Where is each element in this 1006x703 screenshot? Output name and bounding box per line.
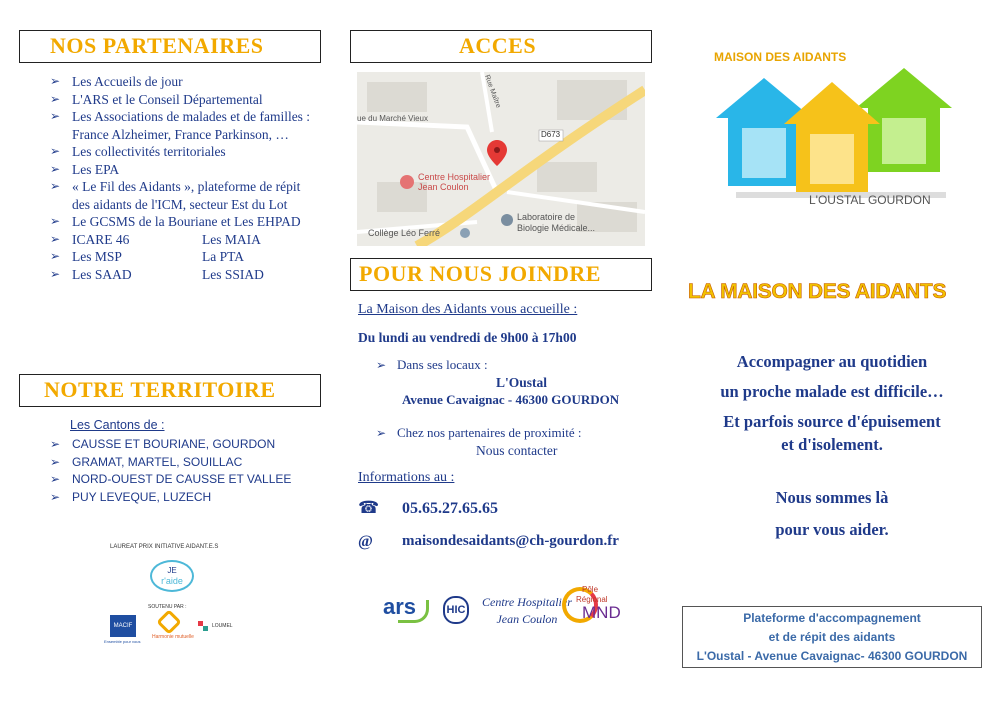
list-item-pair bbox=[50, 266, 320, 284]
hospital-icon bbox=[400, 175, 414, 189]
pair-left: ICARE 46 bbox=[72, 231, 130, 247]
je-raide-text-1: JE bbox=[167, 566, 177, 575]
list-item-pair bbox=[50, 231, 320, 249]
centre-logo bbox=[482, 594, 572, 628]
list-item: ➢ Le GCSMS de la Bouriane et Les EHPAD bbox=[50, 213, 320, 231]
list-item: ➢ PUY LEVEQUE, LUZECH bbox=[50, 489, 320, 507]
locaux-arrow: ➢ bbox=[376, 358, 387, 372]
house-blue-roof bbox=[716, 78, 812, 118]
partenaires-arrow: ➢ bbox=[376, 426, 387, 440]
locaux-name: L'Oustal bbox=[496, 375, 548, 390]
territoire-list bbox=[50, 436, 320, 506]
cover-line: Nous sommes là bbox=[775, 488, 889, 507]
cover-logo-subtitle: L'OUSTAL GOURDON bbox=[809, 193, 931, 207]
lab-icon bbox=[501, 214, 513, 226]
cover-message bbox=[682, 348, 982, 544]
map-block bbox=[537, 162, 597, 192]
acces-title-box bbox=[350, 30, 652, 63]
cover-logo bbox=[706, 40, 966, 220]
phone-number[interactable]: 05.65.27.65.65 bbox=[402, 500, 498, 517]
partenaires-list bbox=[50, 73, 320, 283]
pair-right: Les SSIAD bbox=[202, 266, 264, 282]
pair-right: La PTA bbox=[202, 249, 245, 264]
map-hospital-line: Jean Coulon bbox=[418, 182, 469, 192]
pole-text-3: MND bbox=[582, 603, 621, 622]
map-hospital-line: Centre Hospitalier bbox=[418, 172, 491, 182]
list-item: ➢ CAUSSE ET BOURIANE, GOURDON bbox=[50, 436, 320, 454]
horaires-text: Du lundi au vendredi de 9h00 à 17h00 bbox=[358, 330, 577, 345]
acces-title: ACCES bbox=[459, 33, 537, 58]
loumel-mark bbox=[203, 626, 208, 631]
cover-line: Et parfois source d'épuisement bbox=[723, 412, 941, 431]
proximite-label: Chez nos partenaires de proximité : bbox=[397, 425, 582, 440]
cantons-label: Les Cantons de : bbox=[70, 418, 165, 432]
infos-label: Informations au : bbox=[358, 470, 455, 485]
je-raide-logo bbox=[150, 560, 194, 592]
pair-left: Les MSP bbox=[72, 249, 122, 264]
loumel-logo bbox=[198, 621, 208, 631]
map-canvas bbox=[357, 72, 645, 246]
pair-left: Les SAAD bbox=[72, 266, 132, 282]
list-item: ➢ GRAMAT, MARTEL, SOUILLAC bbox=[50, 454, 320, 472]
house-green-roof bbox=[856, 68, 952, 108]
list-item: ➢ NORD-OUEST DE CAUSSE ET VALLEE bbox=[50, 471, 320, 489]
cover-title: LA MAISON DES AIDANTS bbox=[688, 280, 947, 303]
je-raide-text-2: r'aide bbox=[161, 576, 183, 586]
house-blue-door bbox=[742, 128, 786, 178]
nous-contacter: Nous contacter bbox=[476, 443, 558, 458]
territoire-title-box bbox=[19, 374, 321, 407]
macif-tag: Ensemble pour vous bbox=[104, 639, 141, 644]
list-item: ➢ Les Accueils de jour bbox=[50, 73, 320, 91]
accueil-text: La Maison des Aidants vous accueille : bbox=[358, 302, 578, 317]
loumel-text: LOUMEL bbox=[212, 623, 233, 629]
list-item: ➢ « Le Fil des Aidants », plateforme de répit des aidants de l'ICM, secteur Est du Lot bbox=[50, 178, 320, 213]
list-item: ➢ Les EPA bbox=[50, 161, 320, 179]
map-road-label: D673 bbox=[541, 130, 561, 139]
partenaires-title: NOS PARTENAIRES bbox=[50, 33, 264, 58]
cover-line: Accompagner au quotidien bbox=[736, 352, 928, 371]
list-item-pair bbox=[50, 248, 320, 266]
map[interactable] bbox=[357, 72, 645, 246]
map-college-label: Collège Léo Ferré bbox=[368, 228, 441, 238]
email-link[interactable]: maisondesaidants@ch-gourdon.fr bbox=[402, 533, 619, 549]
joindre-title-box bbox=[350, 258, 652, 291]
pole-text-1: Pôle bbox=[582, 585, 599, 594]
macif-text: MACIF bbox=[113, 623, 133, 629]
map-block bbox=[367, 82, 427, 112]
pole-text-2: Régional bbox=[576, 595, 608, 604]
map-street-label: Rue Maître bbox=[483, 74, 502, 109]
cover-footer-box bbox=[682, 606, 982, 668]
cover-line: et d'isolement. bbox=[781, 435, 883, 454]
centre-line-2: Jean Coulon bbox=[496, 612, 558, 626]
map-street-label: ue du Marché Vieux bbox=[357, 114, 429, 123]
list-item: ➢ L'ARS et le Conseil Départemental bbox=[50, 91, 320, 109]
cover-footer-line: et de répit des aidants bbox=[768, 630, 896, 644]
map-lab-line: Biologie Médicale... bbox=[517, 223, 596, 233]
house-yellow-door bbox=[810, 134, 854, 184]
email-icon: @ bbox=[358, 533, 373, 550]
cover-line: un proche malade est difficile… bbox=[720, 382, 944, 401]
list-item: ➢ Les collectivités territoriales bbox=[50, 143, 320, 161]
cover-line: pour vous aider. bbox=[775, 520, 889, 539]
harmonie-logo bbox=[156, 609, 181, 634]
laureat-caption: LAUREAT PRIX INITIATIVE AIDANT.E.S bbox=[110, 544, 219, 550]
map-lab-label bbox=[517, 212, 595, 234]
ars-swoosh bbox=[398, 600, 429, 623]
cover-logo-title: MAISON DES AIDANTS bbox=[714, 50, 847, 64]
ars-logo: ars bbox=[383, 594, 417, 619]
house-green-door bbox=[882, 118, 926, 164]
map-lab-line: Laboratoire de bbox=[517, 212, 576, 222]
soutenu-caption: SOUTENU PAR : bbox=[148, 604, 187, 610]
locaux-address: Avenue Cavaignac - 46300 GOURDON bbox=[402, 392, 620, 407]
map-hospital-label bbox=[418, 172, 490, 192]
college-icon bbox=[460, 228, 470, 238]
locaux-label: Dans ses locaux : bbox=[397, 357, 488, 372]
harmonie-text: Harmonie mutuelle bbox=[152, 634, 194, 640]
pair-right: Les MAIA bbox=[202, 231, 261, 247]
joindre-title: POUR NOUS JOINDRE bbox=[359, 261, 601, 286]
centre-line-1: Centre Hospitalier bbox=[482, 595, 572, 609]
hic-text: HIC bbox=[446, 604, 466, 616]
phone-icon: ☎ bbox=[358, 498, 380, 517]
list-item: ➢ Les Associations de malades et de familles : France Alzheimer, France Parkinson, … bbox=[50, 108, 320, 143]
partenaires-title-box bbox=[19, 30, 321, 63]
cover-footer-line: Plateforme d'accompagnement bbox=[743, 611, 921, 625]
territoire-title: NOTRE TERRITOIRE bbox=[44, 377, 276, 402]
map-pin-dot bbox=[494, 147, 500, 153]
houses-illustration bbox=[706, 60, 966, 200]
macif-logo bbox=[110, 615, 136, 637]
cover-footer-line: L'Oustal - Avenue Cavaignac- 46300 GOURDON bbox=[696, 649, 968, 663]
hic-logo bbox=[443, 596, 469, 624]
